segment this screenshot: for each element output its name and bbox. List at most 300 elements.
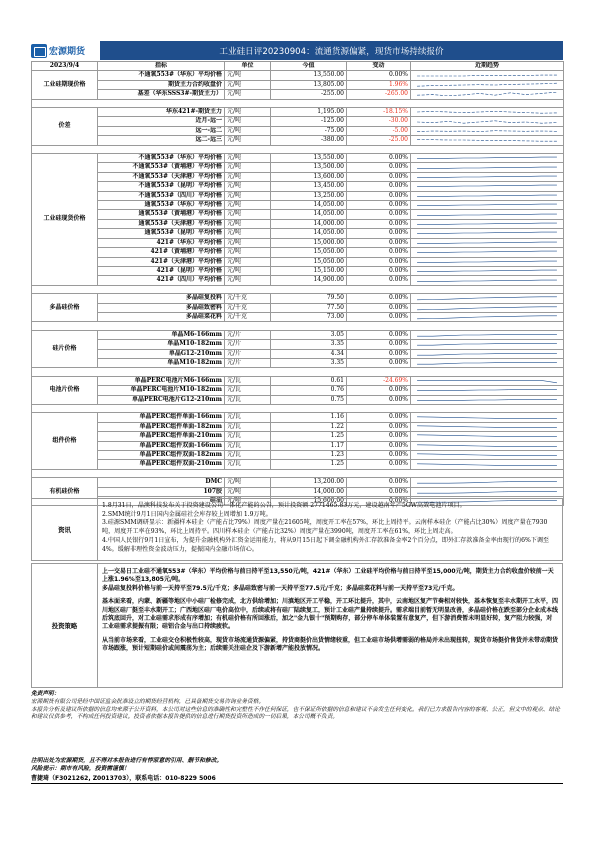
- strategy-body: [102, 568, 558, 654]
- sparkline-path: [417, 334, 557, 336]
- trend-cell: [411, 294, 564, 303]
- trend-cell: [411, 432, 564, 441]
- value-cell: -75.00: [271, 126, 347, 135]
- change-cell: 0.00%: [347, 478, 411, 487]
- indicator-name: 不通氧553#（华东）平均价格: [98, 154, 225, 163]
- change-cell: 0.00%: [347, 182, 411, 191]
- indicator-name: 远一-远二: [98, 126, 225, 135]
- value-cell: 13,550.00: [271, 154, 347, 163]
- value-cell: 1.16: [271, 413, 347, 422]
- sparkline-path: [417, 251, 557, 253]
- table-row: [32, 441, 564, 450]
- trend-cell: [411, 413, 564, 422]
- value-cell: 14,000.00: [271, 219, 347, 228]
- change-cell: 0.00%: [347, 496, 411, 505]
- usage-note: [31, 757, 563, 773]
- usage-line: 注明出处为宏源期货，且不得对本报告进行有悖原意的引用、删节和修改。: [31, 758, 223, 764]
- change-cell: 0.00%: [347, 303, 411, 312]
- table-row: [32, 478, 564, 487]
- indicator-name: 通氧553#（华东）平均价格: [98, 201, 225, 210]
- sparkline: [411, 423, 563, 431]
- change-cell: 0.00%: [347, 172, 411, 181]
- trend-cell: [411, 276, 564, 285]
- change-cell: -18.15%: [347, 108, 411, 117]
- trend-cell: [411, 340, 564, 349]
- unit-cell: 元/吨: [225, 219, 271, 228]
- sparkline: [411, 182, 563, 190]
- trend-cell: [411, 108, 564, 117]
- header-change: 变动: [347, 62, 411, 71]
- value-cell: 0.76: [271, 386, 347, 395]
- indicator-name: 硅油: [98, 496, 225, 505]
- indicator-name: 单晶PERC组件双面-210mm: [98, 460, 225, 469]
- sparkline-path: [417, 297, 557, 300]
- table-row: [32, 154, 564, 163]
- indicator-name: 单晶PERC电池片M6-166mm: [98, 376, 225, 385]
- section-spacer: [32, 322, 564, 330]
- sparkline: [411, 451, 563, 459]
- table-row: [32, 294, 564, 303]
- change-cell: 0.00%: [347, 257, 411, 266]
- value-cell: 15,150.00: [271, 266, 347, 275]
- trend-cell: [411, 487, 564, 496]
- sparkline-path: [417, 176, 557, 178]
- trend-cell: [411, 126, 564, 135]
- table-row: [32, 303, 564, 312]
- indicator-name: 单晶M6-166mm: [98, 330, 225, 339]
- sparkline-path: [417, 435, 557, 437]
- sparkline-path: [417, 93, 557, 97]
- risk-warning: 风险提示：期市有风险，投资需谨慎！: [31, 766, 130, 772]
- change-cell: -5.00: [347, 126, 411, 135]
- value-cell: 15,050.00: [271, 248, 347, 257]
- sparkline: [411, 154, 563, 162]
- trend-cell: [411, 312, 564, 321]
- sparkline-path: [417, 426, 557, 428]
- disclaimer-line: 本报告分析及建议所依据的信息均来源于公开资料，本公司对这些信息的准确性和完整性不作任何保证，也不保证所依据的信息和建议不会发生任何变化。我们已力求报告内容的客观、公正，但文中的观点、结论和建议仅供参考，不构成任何投资建议。投资者依据本报告提供的信息进行期货投资所造成的一切后果，本公司概不负责。: [31, 706, 560, 721]
- table-row: [32, 108, 564, 117]
- sparkline: [411, 277, 563, 285]
- spacer-cell: [32, 368, 564, 376]
- change-cell: 0.00%: [347, 330, 411, 339]
- indicator-name: 421#（昆明）平均价格: [98, 266, 225, 275]
- category-cell: 组件价格: [32, 413, 98, 469]
- table-row: [32, 257, 564, 266]
- sparkline: [411, 136, 563, 144]
- indicator-name: 单晶PERC组件单面-166mm: [98, 413, 225, 422]
- change-cell: 0.00%: [347, 238, 411, 247]
- unit-cell: 元/片: [225, 330, 271, 339]
- unit-cell: 元/吨: [225, 266, 271, 275]
- trend-cell: [411, 450, 564, 459]
- indicator-name: 单晶PERC电池片G12-210mm: [98, 395, 225, 404]
- value-cell: -255.00: [271, 90, 347, 99]
- trend-cell: [411, 422, 564, 431]
- trend-cell: [411, 90, 564, 99]
- spacer-cell: [32, 322, 564, 330]
- sparkline: [411, 478, 563, 486]
- change-cell: 0.00%: [347, 210, 411, 219]
- value-cell: 0.75: [271, 395, 347, 404]
- indicator-name: 单晶M10-182mm: [98, 340, 225, 349]
- trend-cell: [411, 330, 564, 339]
- category-cell: 价差: [32, 108, 98, 146]
- unit-cell: 元/吨: [225, 90, 271, 99]
- sparkline-path: [417, 399, 557, 400]
- sparkline: [411, 248, 563, 256]
- indicator-name: 通氧553#（昆明）平均价格: [98, 229, 225, 238]
- value-cell: 73.00: [271, 312, 347, 321]
- unit-cell: 元/吨: [225, 276, 271, 285]
- sparkline-path: [417, 261, 557, 263]
- unit-cell: 元/吨: [225, 80, 271, 89]
- unit-cell: 元/瓦: [225, 450, 271, 459]
- indicator-name: DMC: [98, 478, 225, 487]
- unit-cell: 元/吨: [225, 182, 271, 191]
- table-row: [32, 349, 564, 358]
- value-cell: 1,195.00: [271, 108, 347, 117]
- sparkline: [411, 488, 563, 496]
- unit-cell: 元/瓦: [225, 386, 271, 395]
- sparkline-path: [417, 316, 557, 319]
- unit-cell: 元/吨: [225, 126, 271, 135]
- strategy-label: 投资策略: [32, 564, 98, 687]
- value-cell: 1.22: [271, 422, 347, 431]
- indicator-name: 远二-远三: [98, 136, 225, 145]
- unit-cell: 元/吨: [225, 487, 271, 496]
- sparkline-path: [417, 83, 557, 86]
- sparkline-path: [417, 445, 557, 447]
- change-cell: -265.00: [347, 90, 411, 99]
- trend-cell: [411, 395, 564, 404]
- news-item: 4.中国人民银行9月1日宣布，为提升金融机构外汇资金运用能力，将从9月15日起下调金融机构外汇存款准备金率2个百分点，即外汇存款准备金率由现行的6%下调至4%。缓解非理性资金波动压力，提振国内金融市场信心。: [102, 536, 550, 553]
- value-cell: 15,600.00: [271, 496, 347, 505]
- trend-cell: [411, 136, 564, 145]
- change-cell: 0.00%: [347, 340, 411, 349]
- sparkline-path: [417, 463, 557, 465]
- change-cell: 0.00%: [347, 163, 411, 172]
- trend-cell: [411, 478, 564, 487]
- change-cell: 0.00%: [347, 450, 411, 459]
- header-name: 指标: [98, 62, 225, 71]
- sparkline: [411, 81, 563, 89]
- table-row: [32, 358, 564, 367]
- sparkline: [411, 386, 563, 394]
- indicator-name: 单晶PERC组件双面-182mm: [98, 450, 225, 459]
- value-cell: 14,900.00: [271, 276, 347, 285]
- analyst-contact: 曹捷琦（F3021262, Z0013703），联系电话：010-8229 5006: [31, 773, 563, 784]
- trend-cell: [411, 238, 564, 247]
- table-row: [32, 386, 564, 395]
- trend-cell: [411, 182, 564, 191]
- logo-icon: [31, 44, 47, 58]
- strategy-paragraph: 从当前市场来看，工业硅交仓积极性较高，现货市场流通货源偏紧，持货商挺价出货情绪较重，但工业硅市场供增需弱的格局并未出现扭转，现货市场挺价售货并未带动期货市场跟涨，预计短期硅价或间震荡为主；后续需关注硅企及下游新增产能投放情况。: [102, 636, 559, 653]
- section-spacer: [32, 368, 564, 376]
- table-row: [32, 487, 564, 496]
- value-cell: 13,600.00: [271, 172, 347, 181]
- unit-cell: 元/瓦: [225, 441, 271, 450]
- trend-cell: [411, 358, 564, 367]
- value-cell: 1.25: [271, 460, 347, 469]
- unit-cell: 元/千克: [225, 312, 271, 321]
- value-cell: -380.00: [271, 136, 347, 145]
- disclaimer: [31, 691, 563, 722]
- header-value: 今值: [271, 62, 347, 71]
- sparkline-path: [417, 233, 557, 235]
- section-spacer: [32, 469, 564, 477]
- value-cell: 13,250.00: [271, 191, 347, 200]
- value-cell: 13,550.00: [271, 71, 347, 80]
- sparkline: [411, 461, 563, 469]
- value-cell: 13,805.00: [271, 80, 347, 89]
- change-cell: 0.00%: [347, 422, 411, 431]
- sparkline-path: [417, 120, 557, 122]
- change-cell: 0.00%: [347, 395, 411, 404]
- section-spacer: [32, 145, 564, 153]
- table-row: [32, 126, 564, 135]
- change-cell: 0.00%: [347, 248, 411, 257]
- table-row: [32, 432, 564, 441]
- disclaimer-heading: 免责声明：: [31, 691, 60, 697]
- trend-cell: [411, 303, 564, 312]
- unit-cell: 元/吨: [225, 201, 271, 210]
- sparkline-path: [417, 491, 557, 493]
- value-cell: 1.25: [271, 432, 347, 441]
- table-row: [32, 312, 564, 321]
- value-cell: 0.61: [271, 376, 347, 385]
- change-cell: -25.00: [347, 136, 411, 145]
- sparkline: [411, 331, 563, 339]
- news-section: [31, 498, 563, 561]
- sparkline: [411, 340, 563, 348]
- sparkline-path: [417, 195, 557, 197]
- unit-cell: 元/吨: [225, 257, 271, 266]
- indicator-name: 单晶PERC电池片M10-182mm: [98, 386, 225, 395]
- indicator-name: 基差（华东SSS3#-期货主力）: [98, 90, 225, 99]
- change-cell: 0.00%: [347, 312, 411, 321]
- table-row: [32, 182, 564, 191]
- header-unit: 单位: [225, 62, 271, 71]
- sparkline-path: [417, 416, 557, 418]
- trend-cell: [411, 80, 564, 89]
- disclaimer-line: 宏源期货有限公司是经中国证监会批准设立的期货经营机构，已具备期货交易咨询业务资格。: [31, 698, 265, 705]
- change-cell: 0.00%: [347, 441, 411, 450]
- sparkline-path: [417, 75, 557, 76]
- unit-cell: 元/吨: [225, 154, 271, 163]
- value-cell: 14,050.00: [271, 229, 347, 238]
- unit-cell: 元/片: [225, 340, 271, 349]
- category-cell: 电池片价格: [32, 376, 98, 404]
- unit-cell: 元/片: [225, 349, 271, 358]
- section-spacer: [32, 285, 564, 293]
- indicator-name: 不通氧553#（四川）平均价格: [98, 191, 225, 200]
- sparkline-path: [417, 186, 557, 188]
- category-cell: 工业硅现货价格: [32, 154, 98, 286]
- sparkline: [411, 377, 563, 385]
- value-cell: 13,450.00: [271, 182, 347, 191]
- sparkline-path: [417, 167, 557, 169]
- company-logo: [31, 41, 97, 60]
- change-cell: 0.00%: [347, 219, 411, 228]
- sparkline-path: [417, 157, 557, 159]
- sparkline: [411, 414, 563, 422]
- change-cell: 0.00%: [347, 191, 411, 200]
- trend-cell: [411, 172, 564, 181]
- sparkline: [411, 442, 563, 450]
- table-row: [32, 395, 564, 404]
- table-row: [32, 117, 564, 126]
- indicator-name: 通氧553#（天津港）平均价格: [98, 219, 225, 228]
- unit-cell: 元/吨: [225, 108, 271, 117]
- trend-cell: [411, 163, 564, 172]
- category-cell: 工业硅期现价格: [32, 71, 98, 99]
- sparkline-path: [417, 344, 557, 346]
- unit-cell: 元/瓦: [225, 376, 271, 385]
- change-cell: 0.00%: [347, 432, 411, 441]
- sparkline-path: [417, 204, 557, 206]
- value-cell: -125.00: [271, 117, 347, 126]
- section-spacer: [32, 404, 564, 412]
- sparkline: [411, 201, 563, 209]
- sparkline-path: [417, 242, 557, 244]
- table-row: [32, 90, 564, 99]
- table-header-row: [32, 62, 564, 71]
- indicator-name: 多晶硅复投料: [98, 294, 225, 303]
- table-row: [32, 340, 564, 349]
- table-row: [32, 238, 564, 247]
- sparkline: [411, 164, 563, 172]
- change-cell: -30.00: [347, 117, 411, 126]
- change-cell: -24.69%: [347, 376, 411, 385]
- change-cell: 0.00%: [347, 349, 411, 358]
- indicator-name: 421#（华东）平均价格: [98, 238, 225, 247]
- unit-cell: 元/瓦: [225, 432, 271, 441]
- sparkline: [411, 304, 563, 312]
- strategy-paragraph: 上一交易日工业硅不通氧553#（华东）平均价格与前日持平至13,550元/吨，421#（华东）工业硅平均价格与前日持平至15,000元/吨，期货主力合约收盘价较前一天上涨1.96%至13,805元/吨。: [102, 568, 554, 584]
- value-cell: 3.35: [271, 358, 347, 367]
- sparkline: [411, 396, 563, 404]
- unit-cell: 元/瓦: [225, 460, 271, 469]
- indicator-name: 107胶: [98, 487, 225, 496]
- table-row: [32, 172, 564, 181]
- unit-cell: 元/瓦: [225, 422, 271, 431]
- unit-cell: 元/吨: [225, 248, 271, 257]
- spacer-cell: [32, 99, 564, 107]
- sparkline-path: [417, 390, 557, 391]
- indicator-name: 421#（四川）平均价格: [98, 276, 225, 285]
- table-row: [32, 376, 564, 385]
- change-cell: 1.96%: [347, 80, 411, 89]
- category-cell: 多晶硅价格: [32, 294, 98, 322]
- news-item: 2.SMM统计9月1日国内金属硅社会库存较上周增加 1.9万吨。: [102, 510, 272, 518]
- sparkline: [411, 220, 563, 228]
- sparkline: [411, 72, 563, 80]
- change-cell: 0.00%: [347, 386, 411, 395]
- sparkline: [411, 239, 563, 247]
- indicator-name: 单晶G12-210mm: [98, 349, 225, 358]
- news-item: 3.硅源SMM调研显示：新疆样本硅企（产能占比79%）周度产量在21605吨，周度开工率在57%，环比上周持平。云南样本硅企（产能占比30%）周度产量在7930吨，周度开工率在93%，环比上周持平。四川样本硅企（产能占比32%）周度产量在3990吨，周度开工率在61%，环比上周走高。: [102, 519, 548, 536]
- value-cell: 13,200.00: [271, 478, 347, 487]
- change-cell: 0.00%: [347, 201, 411, 210]
- sparkline: [411, 294, 563, 302]
- indicator-name: 多晶硅致密料: [98, 303, 225, 312]
- price-table: [31, 61, 564, 506]
- unit-cell: 元/吨: [225, 478, 271, 487]
- value-cell: 14,000.00: [271, 487, 347, 496]
- trend-cell: [411, 191, 564, 200]
- sparkline: [411, 90, 563, 98]
- table-row: [32, 201, 564, 210]
- change-cell: 0.00%: [347, 266, 411, 275]
- value-cell: 13,500.00: [271, 163, 347, 172]
- trend-cell: [411, 349, 564, 358]
- table-row: [32, 266, 564, 275]
- table-row: [32, 422, 564, 431]
- table-row: [32, 229, 564, 238]
- value-cell: 14,050.00: [271, 201, 347, 210]
- sparkline-path: [417, 363, 557, 365]
- trend-cell: [411, 460, 564, 469]
- table-row: [32, 330, 564, 339]
- unit-cell: 元/吨: [225, 136, 271, 145]
- sparkline-path: [417, 307, 557, 310]
- sparkline: [411, 127, 563, 135]
- indicator-name: 421#（黄埔港）平均价格: [98, 248, 225, 257]
- header-trend: 近期趋势: [411, 62, 564, 71]
- unit-cell: 元/吨: [225, 172, 271, 181]
- table-row: [32, 163, 564, 172]
- spacer-cell: [32, 145, 564, 153]
- strategy-paragraph: 基本面来看，内蒙、新疆等地区中小硅厂检修完成，北方供给增加；川滇地区开工平稳，开工环比提升，其中，云南地区复产节奏相对较快，基本恢复至丰水期开工水平，四川地区硅厂挺至丰水期开工；广西地区硅厂电价高位中，后续或将有硅厂陆续复工，预计工业硅产量持续提升。需求端目前暂无明显改善，多晶硅价格在跌至部分企业成本线后筑底回升，对工业硅需求形成有序增加；有机硅价格有所回涨后，加之"金九银十"预期购存，部分停车单体装置有意复产，但下游消费暂未明显好转，复产阻力较强，对工业硅需求提振有限；硅铝合金与出口持续疲软。: [102, 598, 559, 631]
- indicator-name: 不通氧553#（昆明）平均价格: [98, 182, 225, 191]
- trend-cell: [411, 229, 564, 238]
- trend-cell: [411, 201, 564, 210]
- table-row: [32, 450, 564, 459]
- spacer-cell: [32, 285, 564, 293]
- table-row: [32, 276, 564, 285]
- unit-cell: 元/千克: [225, 294, 271, 303]
- sparkline: [411, 211, 563, 219]
- trend-cell: [411, 210, 564, 219]
- trend-cell: [411, 441, 564, 450]
- section-spacer: [32, 99, 564, 107]
- value-cell: 79.50: [271, 294, 347, 303]
- indicator-name: 单晶PERC组件双面-166mm: [98, 441, 225, 450]
- sparkline: [411, 229, 563, 237]
- change-cell: 0.00%: [347, 154, 411, 163]
- indicator-name: 近月-远一: [98, 117, 225, 126]
- unit-cell: 元/吨: [225, 210, 271, 219]
- value-cell: 15,050.00: [271, 257, 347, 266]
- sparkline: [411, 313, 563, 321]
- sparkline: [411, 258, 563, 266]
- value-cell: 14,050.00: [271, 210, 347, 219]
- unit-cell: 元/片: [225, 358, 271, 367]
- sparkline: [411, 432, 563, 440]
- unit-cell: 元/瓦: [225, 413, 271, 422]
- table-row: [32, 219, 564, 228]
- value-cell: 4.34: [271, 349, 347, 358]
- table-row: [32, 460, 564, 469]
- logo-text: 宏源期货: [49, 47, 86, 57]
- indicator-name: 单晶PERC组件单面-210mm: [98, 432, 225, 441]
- change-cell: 0.00%: [347, 229, 411, 238]
- unit-cell: 元/吨: [225, 117, 271, 126]
- trend-cell: [411, 219, 564, 228]
- news-item: 1.8月31日，晶澳科技发布关于投资建设公司一体化产能的公告，预计投资额 2771465.83万元，建设越南年产5GW高效电池片项目。: [102, 502, 466, 509]
- indicator-name: 期货主力合约收盘价: [98, 80, 225, 89]
- sparkline: [411, 267, 563, 275]
